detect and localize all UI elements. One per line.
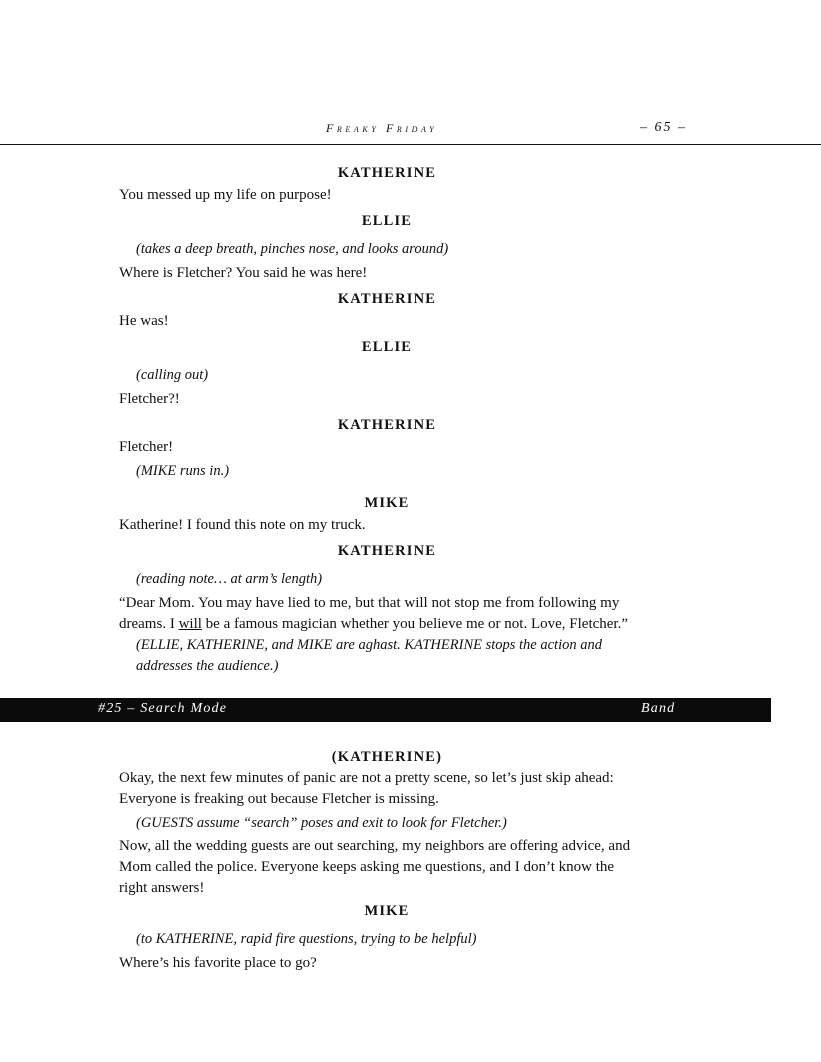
dialogue-line: Where’s his favorite place to go? (119, 955, 317, 971)
character-name: KATHERINE (337, 417, 437, 433)
dialogue-paragraph: Okay, the next few minutes of panic are not a pretty scene, so let’s just skip ahead: Everyone is freaking out because Fletcher is missing. (119, 770, 614, 807)
page-number: – 65 – (640, 120, 687, 135)
character-name: KATHERINE (337, 165, 437, 181)
character-name: ELLIE (361, 339, 413, 355)
dialogue-text: “Dear Mom. You may have lied to me, but that will not stop me from following my dreams. I (119, 595, 620, 632)
dialogue-line: You messed up my life on purpose! (119, 187, 332, 203)
character-name: MIKE (364, 903, 410, 919)
header-rule (0, 144, 821, 145)
dialogue-line: Fletcher! (119, 439, 174, 455)
stage-direction: (to KATHERINE, rapid fire questions, trying to be helpful) (136, 931, 477, 947)
song-cue-performer: Band (641, 701, 676, 716)
character-name: KATHERINE (337, 291, 437, 307)
dialogue-text: be a famous magician whether you believe me or not. Love, Fletcher.” (201, 616, 629, 632)
character-name: MIKE (364, 495, 410, 511)
song-cue-bar (0, 698, 771, 722)
stage-direction: (calling out) (136, 367, 209, 383)
stage-direction: (ELLIE, KATHERINE, and MIKE are aghast. KATHERINE stops the action and addresses the audience.) (136, 637, 602, 674)
character-name: (KATHERINE) (331, 749, 443, 765)
character-name: KATHERINE (337, 543, 437, 559)
stage-direction: (reading note… at arm’s length) (136, 571, 323, 587)
page-header (0, 121, 821, 141)
dialogue-line: Where is Fletcher? You said he was here! (119, 265, 368, 281)
song-cue-title: #25 – Search Mode (98, 701, 228, 716)
stage-direction: (MIKE runs in.) (136, 463, 230, 479)
stage-direction: (takes a deep breath, pinches nose, and looks around) (136, 241, 449, 257)
dialogue-line: Fletcher?! (119, 391, 180, 407)
emphasized-word: will (178, 616, 202, 632)
dialogue-paragraph (119, 593, 649, 635)
dialogue-paragraph: Now, all the wedding guests are out searching, my neighbors are offering advice, and Mom called the police. Everyone keeps asking me questions, and I don’t know the right answers! (119, 838, 631, 896)
dialogue-line: He was! (119, 313, 169, 329)
running-title: Freaky Friday (326, 121, 438, 135)
dialogue-line: Katherine! I found this note on my truck. (119, 517, 366, 533)
character-name: ELLIE (361, 213, 413, 229)
stage-direction: (GUESTS assume “search” poses and exit to look for Fletcher.) (136, 815, 507, 831)
